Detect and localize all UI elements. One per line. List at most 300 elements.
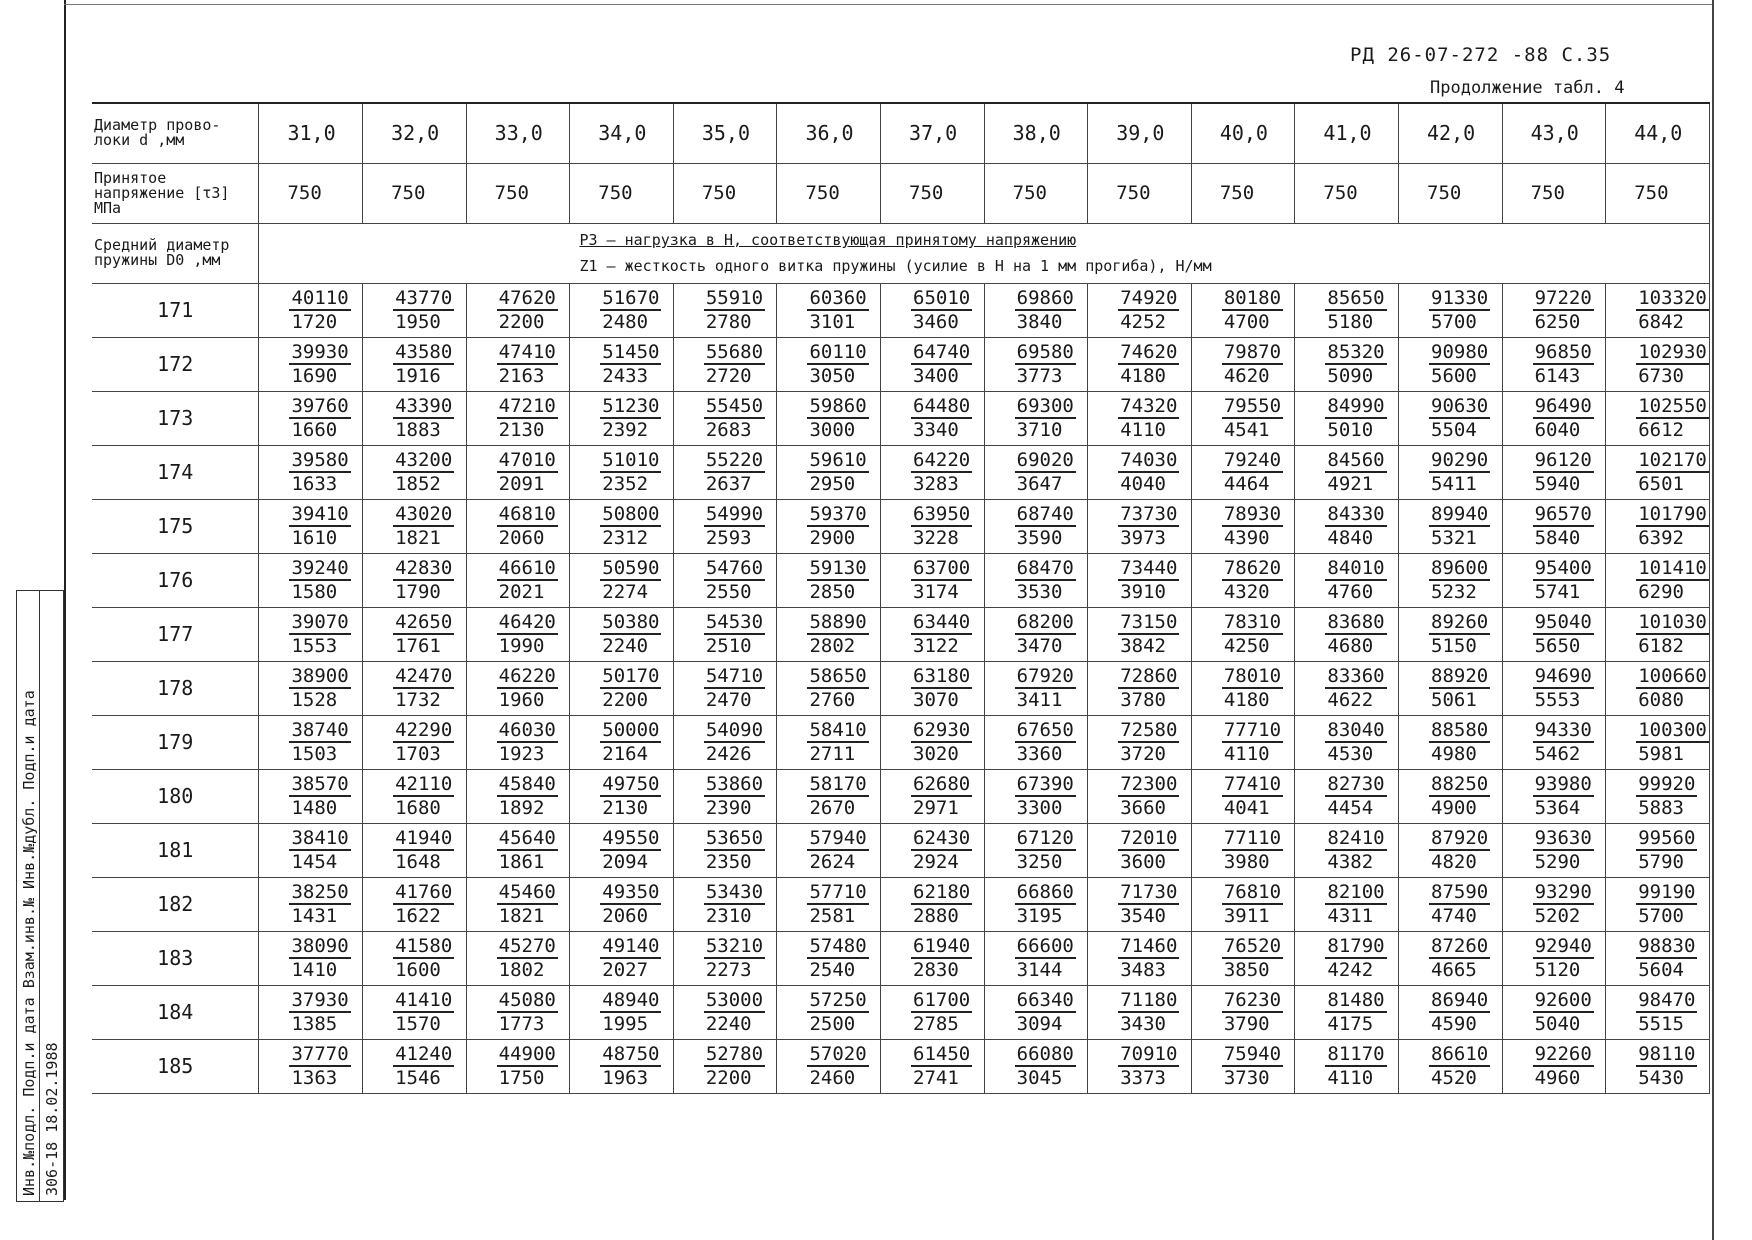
load-stiffness-fraction <box>363 1043 454 1089</box>
load-stiffness-fraction <box>570 665 661 711</box>
load-value: 68470 <box>1016 557 1074 579</box>
load-value: 98830 <box>1638 935 1696 957</box>
stiffness-value: 1963 <box>602 1067 649 1089</box>
stiffness-value: 2971 <box>913 797 959 819</box>
load-value: 58650 <box>809 665 867 687</box>
stiffness-value: 6290 <box>1638 581 1684 603</box>
load-stiffness-fraction <box>674 557 765 603</box>
table-row <box>92 445 1710 499</box>
load-value: 67390 <box>1016 773 1074 795</box>
stiffness-value: 5150 <box>1431 635 1477 657</box>
load-stiffness-fraction <box>1192 341 1283 387</box>
load-value: 41410 <box>395 989 453 1011</box>
table-cell <box>881 985 985 1039</box>
stiffness-value: 3973 <box>1120 527 1166 549</box>
load-value: 43770 <box>395 287 453 309</box>
stiffness-value: 2540 <box>809 959 856 981</box>
table-cell <box>777 661 881 715</box>
table-cell <box>673 391 777 445</box>
table-cell <box>1191 769 1295 823</box>
table-cell <box>259 769 363 823</box>
load-stiffness-fraction <box>1399 935 1490 981</box>
load-value: 43200 <box>395 449 453 471</box>
load-stiffness-fraction <box>1088 557 1179 603</box>
stiffness-value: 3122 <box>913 635 959 657</box>
stiffness-value: 1622 <box>395 905 441 927</box>
load-value: 78010 <box>1223 665 1282 687</box>
load-value: 45080 <box>498 989 556 1011</box>
load-stiffness-fraction <box>674 935 765 981</box>
load-value: 73440 <box>1120 557 1178 579</box>
table-cell <box>1088 823 1192 877</box>
load-stiffness-fraction <box>881 557 972 603</box>
load-value: 48750 <box>602 1043 660 1065</box>
table-cell <box>1606 769 1710 823</box>
load-stiffness-fraction <box>1503 989 1594 1035</box>
load-value: 53650 <box>705 827 764 849</box>
table-cell <box>1399 445 1503 499</box>
load-value: 54530 <box>705 611 764 633</box>
table-cell <box>363 823 467 877</box>
load-value: 49750 <box>602 773 660 795</box>
load-stiffness-fraction <box>363 935 454 981</box>
stiffness-value: 2850 <box>809 581 856 603</box>
table-cell <box>1191 553 1295 607</box>
table-cell <box>363 553 467 607</box>
load-stiffness-fraction <box>1088 719 1179 765</box>
load-stiffness-fraction <box>1088 989 1179 1035</box>
stiffness-value: 1883 <box>395 419 441 441</box>
load-value: 63700 <box>913 557 971 579</box>
table-cell <box>1502 445 1606 499</box>
load-value: 73150 <box>1120 611 1178 633</box>
stiffness-value: 1553 <box>291 635 338 657</box>
load-stiffness-fraction <box>1295 935 1386 981</box>
stiffness-value: 3590 <box>1016 527 1063 549</box>
load-stiffness-fraction <box>1295 719 1386 765</box>
table-cell <box>1399 823 1503 877</box>
stiffness-value: 4175 <box>1327 1013 1374 1035</box>
table-cell <box>673 769 777 823</box>
load-stiffness-fraction <box>1295 395 1386 441</box>
load-value: 89940 <box>1431 503 1489 525</box>
table-cell <box>1088 1039 1192 1093</box>
load-stiffness-fraction <box>1088 287 1179 333</box>
load-stiffness-fraction <box>674 1043 765 1089</box>
stamp-column-2 <box>40 591 62 1201</box>
load-stiffness-fraction <box>881 935 972 981</box>
load-value: 59860 <box>809 395 867 417</box>
load-stiffness-fraction <box>985 287 1076 333</box>
load-stiffness-fraction <box>881 611 972 657</box>
table-cell <box>1502 553 1606 607</box>
load-value: 46220 <box>498 665 556 687</box>
stiffness-value: 5462 <box>1534 743 1581 765</box>
load-stiffness-fraction <box>1088 611 1179 657</box>
load-value: 81790 <box>1327 935 1385 957</box>
accepted-stress-value: 750 <box>259 163 363 223</box>
load-stiffness-fraction <box>363 773 454 819</box>
load-value: 63440 <box>913 611 971 633</box>
load-value: 46610 <box>498 557 556 579</box>
load-value: 93980 <box>1534 773 1592 795</box>
load-stiffness-fraction <box>570 287 661 333</box>
stiffness-value: 5700 <box>1431 311 1477 333</box>
load-value: 61940 <box>913 935 971 957</box>
stiffness-value: 5232 <box>1431 581 1477 603</box>
stiffness-value: 3174 <box>913 581 959 603</box>
table-cell <box>881 607 985 661</box>
mean-diameter-value: 180 <box>92 769 259 823</box>
accepted-stress-value: 750 <box>1088 163 1192 223</box>
stiffness-value: 4110 <box>1120 419 1166 441</box>
load-value: 64740 <box>913 341 971 363</box>
table-row <box>92 283 1710 337</box>
stiffness-value: 2060 <box>602 905 649 927</box>
stiffness-value: 4622 <box>1327 689 1374 711</box>
load-value: 98110 <box>1638 1043 1696 1065</box>
table-cell <box>1606 661 1710 715</box>
load-value: 98470 <box>1638 989 1696 1011</box>
stiffness-value: 3720 <box>1120 743 1166 765</box>
stiffness-value: 3283 <box>913 473 959 495</box>
table-cell <box>466 391 570 445</box>
table-row <box>92 931 1710 985</box>
load-value: 95040 <box>1534 611 1592 633</box>
stiffness-value: 4840 <box>1327 527 1374 549</box>
load-stiffness-fraction <box>1606 395 1709 441</box>
stiffness-value: 5650 <box>1534 635 1581 657</box>
stiffness-value: 2312 <box>602 527 649 549</box>
load-value: 58170 <box>809 773 867 795</box>
table-cell <box>777 607 881 661</box>
load-stiffness-fraction <box>570 935 661 981</box>
stiffness-value: 4960 <box>1534 1067 1581 1089</box>
load-value: 69580 <box>1016 341 1074 363</box>
table-cell <box>673 337 777 391</box>
load-value: 63950 <box>913 503 971 525</box>
table-cell <box>1502 769 1606 823</box>
load-value: 86940 <box>1431 989 1489 1011</box>
load-stiffness-fraction <box>363 989 454 1035</box>
table-row <box>92 769 1710 823</box>
load-stiffness-fraction <box>1606 1043 1697 1089</box>
table-row <box>92 823 1710 877</box>
load-stiffness-fraction <box>985 1043 1076 1089</box>
load-stiffness-fraction <box>881 881 972 927</box>
load-value: 92260 <box>1534 1043 1592 1065</box>
load-value: 101030 <box>1638 611 1707 633</box>
stiffness-value: 2094 <box>602 851 649 873</box>
stiffness-value: 5290 <box>1534 851 1581 873</box>
load-value: 75940 <box>1223 1043 1282 1065</box>
load-stiffness-fraction <box>881 989 972 1035</box>
stiffness-value: 6182 <box>1638 635 1684 657</box>
table-cell <box>673 715 777 769</box>
mean-diameter-value: 185 <box>92 1039 259 1093</box>
stiffness-value: 2310 <box>705 905 752 927</box>
stiffness-value: 5430 <box>1638 1067 1684 1089</box>
stiffness-value: 5515 <box>1638 1013 1684 1035</box>
table-cell <box>881 931 985 985</box>
stiffness-value: 1648 <box>395 851 441 873</box>
load-value: 44900 <box>498 1043 556 1065</box>
load-value: 92600 <box>1534 989 1592 1011</box>
load-stiffness-fraction <box>363 557 454 603</box>
stiffness-value: 2785 <box>913 1013 959 1035</box>
stiffness-value: 2060 <box>498 527 545 549</box>
table-cell <box>1088 931 1192 985</box>
load-stiffness-fraction <box>363 395 454 441</box>
load-stiffness-fraction <box>985 881 1076 927</box>
load-stiffness-fraction <box>985 773 1076 819</box>
table-row <box>92 661 1710 715</box>
load-value: 39580 <box>291 449 349 471</box>
table-cell <box>1399 553 1503 607</box>
table-cell <box>1191 1039 1295 1093</box>
table-cell <box>1088 337 1192 391</box>
table-cell <box>881 283 985 337</box>
table-cell <box>1088 391 1192 445</box>
load-stiffness-fraction <box>1503 1043 1594 1089</box>
accepted-stress-value: 750 <box>466 163 570 223</box>
load-value: 41940 <box>395 827 453 849</box>
load-stiffness-fraction <box>1295 665 1386 711</box>
load-stiffness-fraction <box>363 341 454 387</box>
load-stiffness-fraction <box>1399 989 1490 1035</box>
stiffness-value: 5061 <box>1431 689 1477 711</box>
stiffness-value: 2760 <box>809 689 856 711</box>
load-value: 102930 <box>1638 341 1707 363</box>
table-cell <box>673 985 777 1039</box>
table-cell <box>570 283 674 337</box>
table-cell <box>1606 931 1710 985</box>
stiffness-value: 1546 <box>395 1067 441 1089</box>
wire-diameter-value: 39,0 <box>1088 103 1192 163</box>
stiffness-value: 5321 <box>1431 527 1477 549</box>
load-value: 79870 <box>1223 341 1282 363</box>
load-value: 57250 <box>809 989 867 1011</box>
load-value: 54090 <box>705 719 764 741</box>
load-value: 39240 <box>291 557 349 579</box>
table-cell <box>259 1039 363 1093</box>
load-stiffness-fraction <box>1088 341 1179 387</box>
side-stamp <box>16 590 64 1202</box>
load-value: 53860 <box>705 773 764 795</box>
table-cell <box>1606 499 1710 553</box>
load-value: 53430 <box>705 881 764 903</box>
table-cell <box>466 283 570 337</box>
load-stiffness-fraction <box>1503 827 1594 873</box>
stiffness-value: 2480 <box>602 311 649 333</box>
stiffness-value: 3980 <box>1223 851 1270 873</box>
table-cell <box>1606 823 1710 877</box>
load-value: 49550 <box>602 827 660 849</box>
stiffness-value: 5604 <box>1638 959 1684 981</box>
load-value: 63180 <box>913 665 971 687</box>
stiffness-value: 1680 <box>395 797 441 819</box>
wire-diameter-value: 40,0 <box>1191 103 1295 163</box>
load-value: 103320 <box>1638 287 1707 309</box>
top-frame-line <box>64 4 1714 5</box>
table-cell <box>570 607 674 661</box>
load-stiffness-fraction <box>467 827 558 873</box>
load-stiffness-fraction <box>570 827 661 873</box>
mean-diameter-value: 173 <box>92 391 259 445</box>
table-cell <box>673 1039 777 1093</box>
load-value: 68740 <box>1016 503 1074 525</box>
table-cell <box>259 607 363 661</box>
load-stiffness-fraction <box>674 449 765 495</box>
table-cell <box>1295 769 1399 823</box>
stiffness-value: 1732 <box>395 689 441 711</box>
stiffness-value: 2720 <box>705 365 752 387</box>
stiffness-value: 5010 <box>1327 419 1374 441</box>
load-stiffness-fraction <box>259 449 350 495</box>
load-value: 99560 <box>1638 827 1696 849</box>
stiffness-value: 6842 <box>1638 311 1684 333</box>
accepted-stress-value: 750 <box>1606 163 1710 223</box>
load-value: 68200 <box>1016 611 1074 633</box>
load-stiffness-fraction <box>1192 395 1283 441</box>
table-cell <box>1191 985 1295 1039</box>
table-cell <box>1399 391 1503 445</box>
stiffness-value: 2550 <box>705 581 752 603</box>
load-value: 50170 <box>602 665 660 687</box>
stiffness-value: 4382 <box>1327 851 1374 873</box>
wire-diameter-value: 42,0 <box>1399 103 1503 163</box>
legend-row <box>92 223 1710 283</box>
stiffness-value: 3780 <box>1120 689 1166 711</box>
load-value: 47010 <box>498 449 556 471</box>
accepted-stress-value: 750 <box>1295 163 1399 223</box>
stiffness-value: 5883 <box>1638 797 1684 819</box>
table-cell <box>1399 877 1503 931</box>
load-stiffness-fraction <box>985 341 1076 387</box>
load-value: 74920 <box>1120 287 1178 309</box>
load-stiffness-fraction <box>881 395 972 441</box>
load-stiffness-fraction <box>674 341 765 387</box>
load-stiffness-fraction <box>1295 827 1386 873</box>
stiffness-value: 3340 <box>913 419 959 441</box>
stiffness-value: 2802 <box>809 635 856 657</box>
table-cell <box>570 931 674 985</box>
load-value: 42830 <box>395 557 453 579</box>
load-stiffness-fraction <box>674 287 765 333</box>
load-stiffness-fraction <box>1192 989 1283 1035</box>
load-stiffness-fraction <box>1192 935 1283 981</box>
load-value: 76230 <box>1223 989 1282 1011</box>
table-cell <box>1606 1039 1710 1093</box>
load-stiffness-fraction <box>1399 665 1490 711</box>
load-value: 43390 <box>395 395 453 417</box>
table-cell <box>984 661 1088 715</box>
table-cell <box>777 499 881 553</box>
mean-diameter-value: 179 <box>92 715 259 769</box>
load-value: 66860 <box>1016 881 1074 903</box>
load-value: 51450 <box>602 341 660 363</box>
wire-diameter-label: Диаметр прово-локи d ,мм <box>92 103 259 163</box>
load-stiffness-fraction <box>467 773 558 819</box>
table-cell <box>1399 283 1503 337</box>
table-cell <box>1088 445 1192 499</box>
stiffness-value: 2027 <box>602 959 649 981</box>
mean-diameter-value: 178 <box>92 661 259 715</box>
stiffness-value: 2390 <box>705 797 752 819</box>
load-value: 54990 <box>705 503 764 525</box>
stiffness-value: 6730 <box>1638 365 1684 387</box>
load-value: 50590 <box>602 557 660 579</box>
load-stiffness-fraction <box>1399 557 1490 603</box>
load-stiffness-fraction <box>1503 611 1594 657</box>
table-cell <box>984 337 1088 391</box>
load-value: 86610 <box>1431 1043 1489 1065</box>
load-stiffness-fraction <box>1192 719 1283 765</box>
stiffness-value: 2741 <box>913 1067 959 1089</box>
load-value: 94330 <box>1534 719 1592 741</box>
load-stiffness-fraction <box>777 719 868 765</box>
load-value: 66340 <box>1016 989 1074 1011</box>
stiffness-value: 1923 <box>498 743 545 765</box>
load-value: 40110 <box>291 287 349 309</box>
table-cell <box>259 877 363 931</box>
stiffness-value: 3250 <box>1016 851 1063 873</box>
load-stiffness-fraction <box>985 503 1076 549</box>
stiffness-value: 1821 <box>395 527 441 549</box>
load-value: 50380 <box>602 611 660 633</box>
stiffness-value: 4320 <box>1223 581 1270 603</box>
load-stiffness-fraction <box>259 989 350 1035</box>
load-value: 90290 <box>1431 449 1489 471</box>
table-cell <box>1088 499 1192 553</box>
load-stiffness-fraction <box>1295 287 1386 333</box>
table-cell <box>1606 715 1710 769</box>
stiffness-value: 1821 <box>498 905 545 927</box>
table-cell <box>1295 715 1399 769</box>
load-value: 76810 <box>1223 881 1282 903</box>
wire-diameter-value: 35,0 <box>673 103 777 163</box>
load-value: 38090 <box>291 935 349 957</box>
stiffness-value: 3411 <box>1016 689 1063 711</box>
stiffness-value: 5981 <box>1638 743 1684 765</box>
stiffness-value: 3144 <box>1016 959 1063 981</box>
load-value: 71730 <box>1120 881 1178 903</box>
table-cell <box>1295 823 1399 877</box>
table-cell <box>777 283 881 337</box>
load-stiffness-fraction <box>777 503 868 549</box>
load-stiffness-fraction <box>1192 665 1283 711</box>
load-value: 84330 <box>1327 503 1385 525</box>
stiffness-value: 5364 <box>1534 797 1581 819</box>
load-stiffness-fraction <box>259 611 350 657</box>
load-stiffness-fraction <box>881 503 972 549</box>
load-value: 69300 <box>1016 395 1074 417</box>
load-value: 71460 <box>1120 935 1178 957</box>
stiffness-value: 2200 <box>602 689 649 711</box>
load-stiffness-fraction <box>674 881 765 927</box>
load-stiffness-fraction <box>881 827 972 873</box>
load-value: 74620 <box>1120 341 1178 363</box>
load-stiffness-fraction <box>467 449 558 495</box>
load-stiffness-fraction <box>1295 449 1386 495</box>
table-cell <box>1502 337 1606 391</box>
table-cell <box>881 1039 985 1093</box>
load-value: 55450 <box>705 395 764 417</box>
table-cell <box>1606 985 1710 1039</box>
table-cell <box>259 553 363 607</box>
load-value: 47410 <box>498 341 556 363</box>
load-value: 43020 <box>395 503 453 525</box>
